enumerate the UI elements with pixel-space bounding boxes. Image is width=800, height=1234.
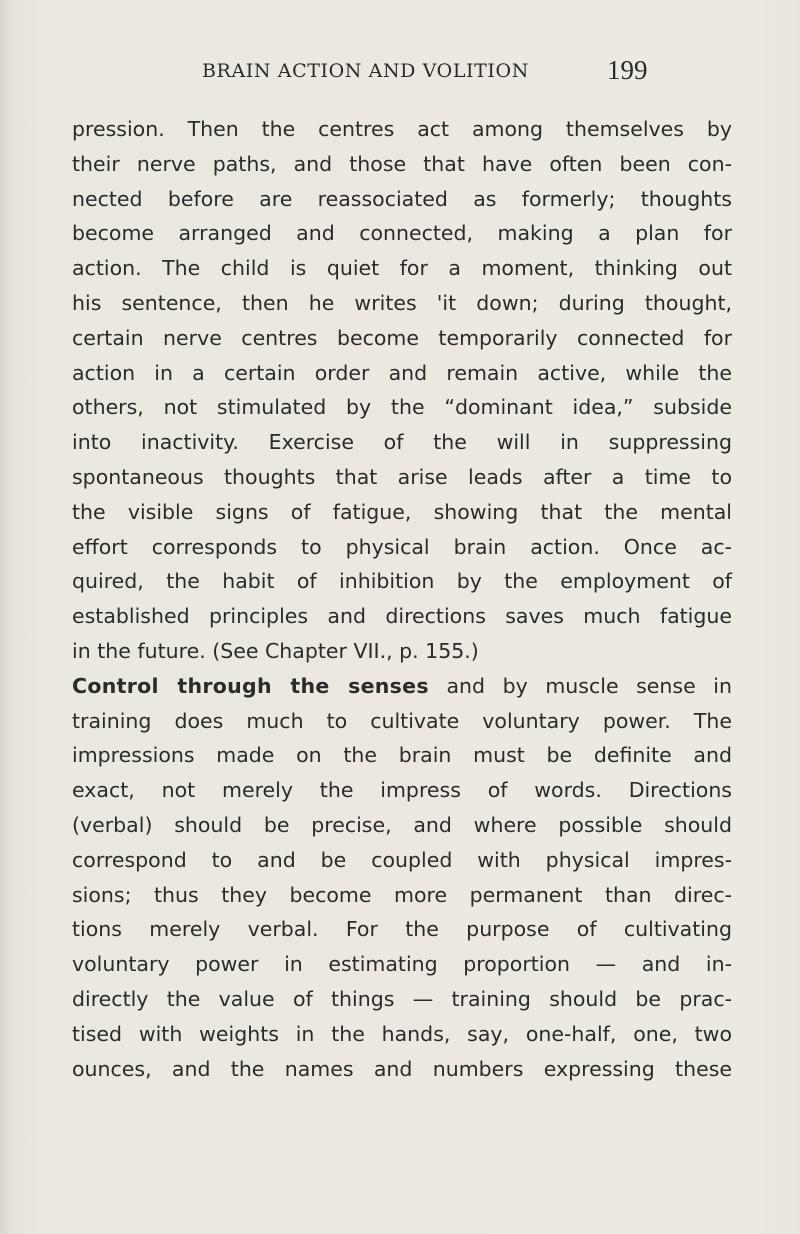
text-line: in the future. (See Chapter VII., p. 155.) xyxy=(72,638,479,663)
text-line: spontaneous thoughts that arise leads after a time to xyxy=(72,464,732,489)
text-line: sions; thus they become more permanent than direc- xyxy=(72,882,732,907)
text-line: the visible signs of fatigue, showing that the mental xyxy=(72,499,732,524)
text-line: his sentence, then he writes 'it down; during thought, xyxy=(72,290,732,315)
text-line: become arranged and connected, making a plan for xyxy=(72,221,732,246)
text-line: quired, the habit of inhibition by the employment of xyxy=(72,569,732,594)
text-line: pression. Then the centres act among themselves by xyxy=(72,117,732,141)
running-head: BRAIN ACTION AND VOLITION xyxy=(202,60,529,82)
text-line: their nerve paths, and those that have often been con- xyxy=(72,151,732,176)
paragraph-first-line xyxy=(72,669,732,704)
text-line: impressions made on the brain must be definite and xyxy=(72,743,732,768)
text-line: voluntary power in estimating proportion — and in- xyxy=(72,952,732,977)
text-line: tions merely verbal. For the purpose of cultivating xyxy=(72,917,732,942)
text-line: others, not stimulated by the “dominant idea,” subside xyxy=(72,395,732,420)
text-line: certain nerve centres become temporarily connected for xyxy=(72,325,732,350)
text-line: (verbal) should be precise, and where possible should xyxy=(72,812,732,837)
text-line: nected before are reassociated as formerly; thoughts xyxy=(72,186,732,211)
text-line: exact, not merely the impress of words. Directions xyxy=(72,778,732,803)
text-line: action in a certain order and remain active, while the xyxy=(72,360,732,385)
body-text xyxy=(72,112,732,1086)
text-line: action. The child is quiet for a moment, thinking out xyxy=(72,256,732,281)
text-line: directly the value of things — training should be prac- xyxy=(72,986,732,1011)
paragraph-lead-heading: Control through the senses xyxy=(72,673,429,698)
text-line: tised with weights in the hands, say, one-half, one, two xyxy=(72,1021,732,1046)
paragraph-first-line-rest: and by muscle sense in xyxy=(428,673,732,698)
text-line: established principles and directions saves much fatigue xyxy=(72,604,732,629)
page-number: 199 xyxy=(607,55,648,85)
text-line: ounces, and the names and numbers expressing these xyxy=(72,1056,732,1081)
text-line: correspond to and be coupled with physical impres- xyxy=(72,847,732,872)
text-line: training does much to cultivate voluntary power. The xyxy=(72,708,732,733)
text-line: into inactivity. Exercise of the will in suppressing xyxy=(72,430,732,455)
text-line: effort corresponds to physical brain action. Once ac- xyxy=(72,534,732,559)
